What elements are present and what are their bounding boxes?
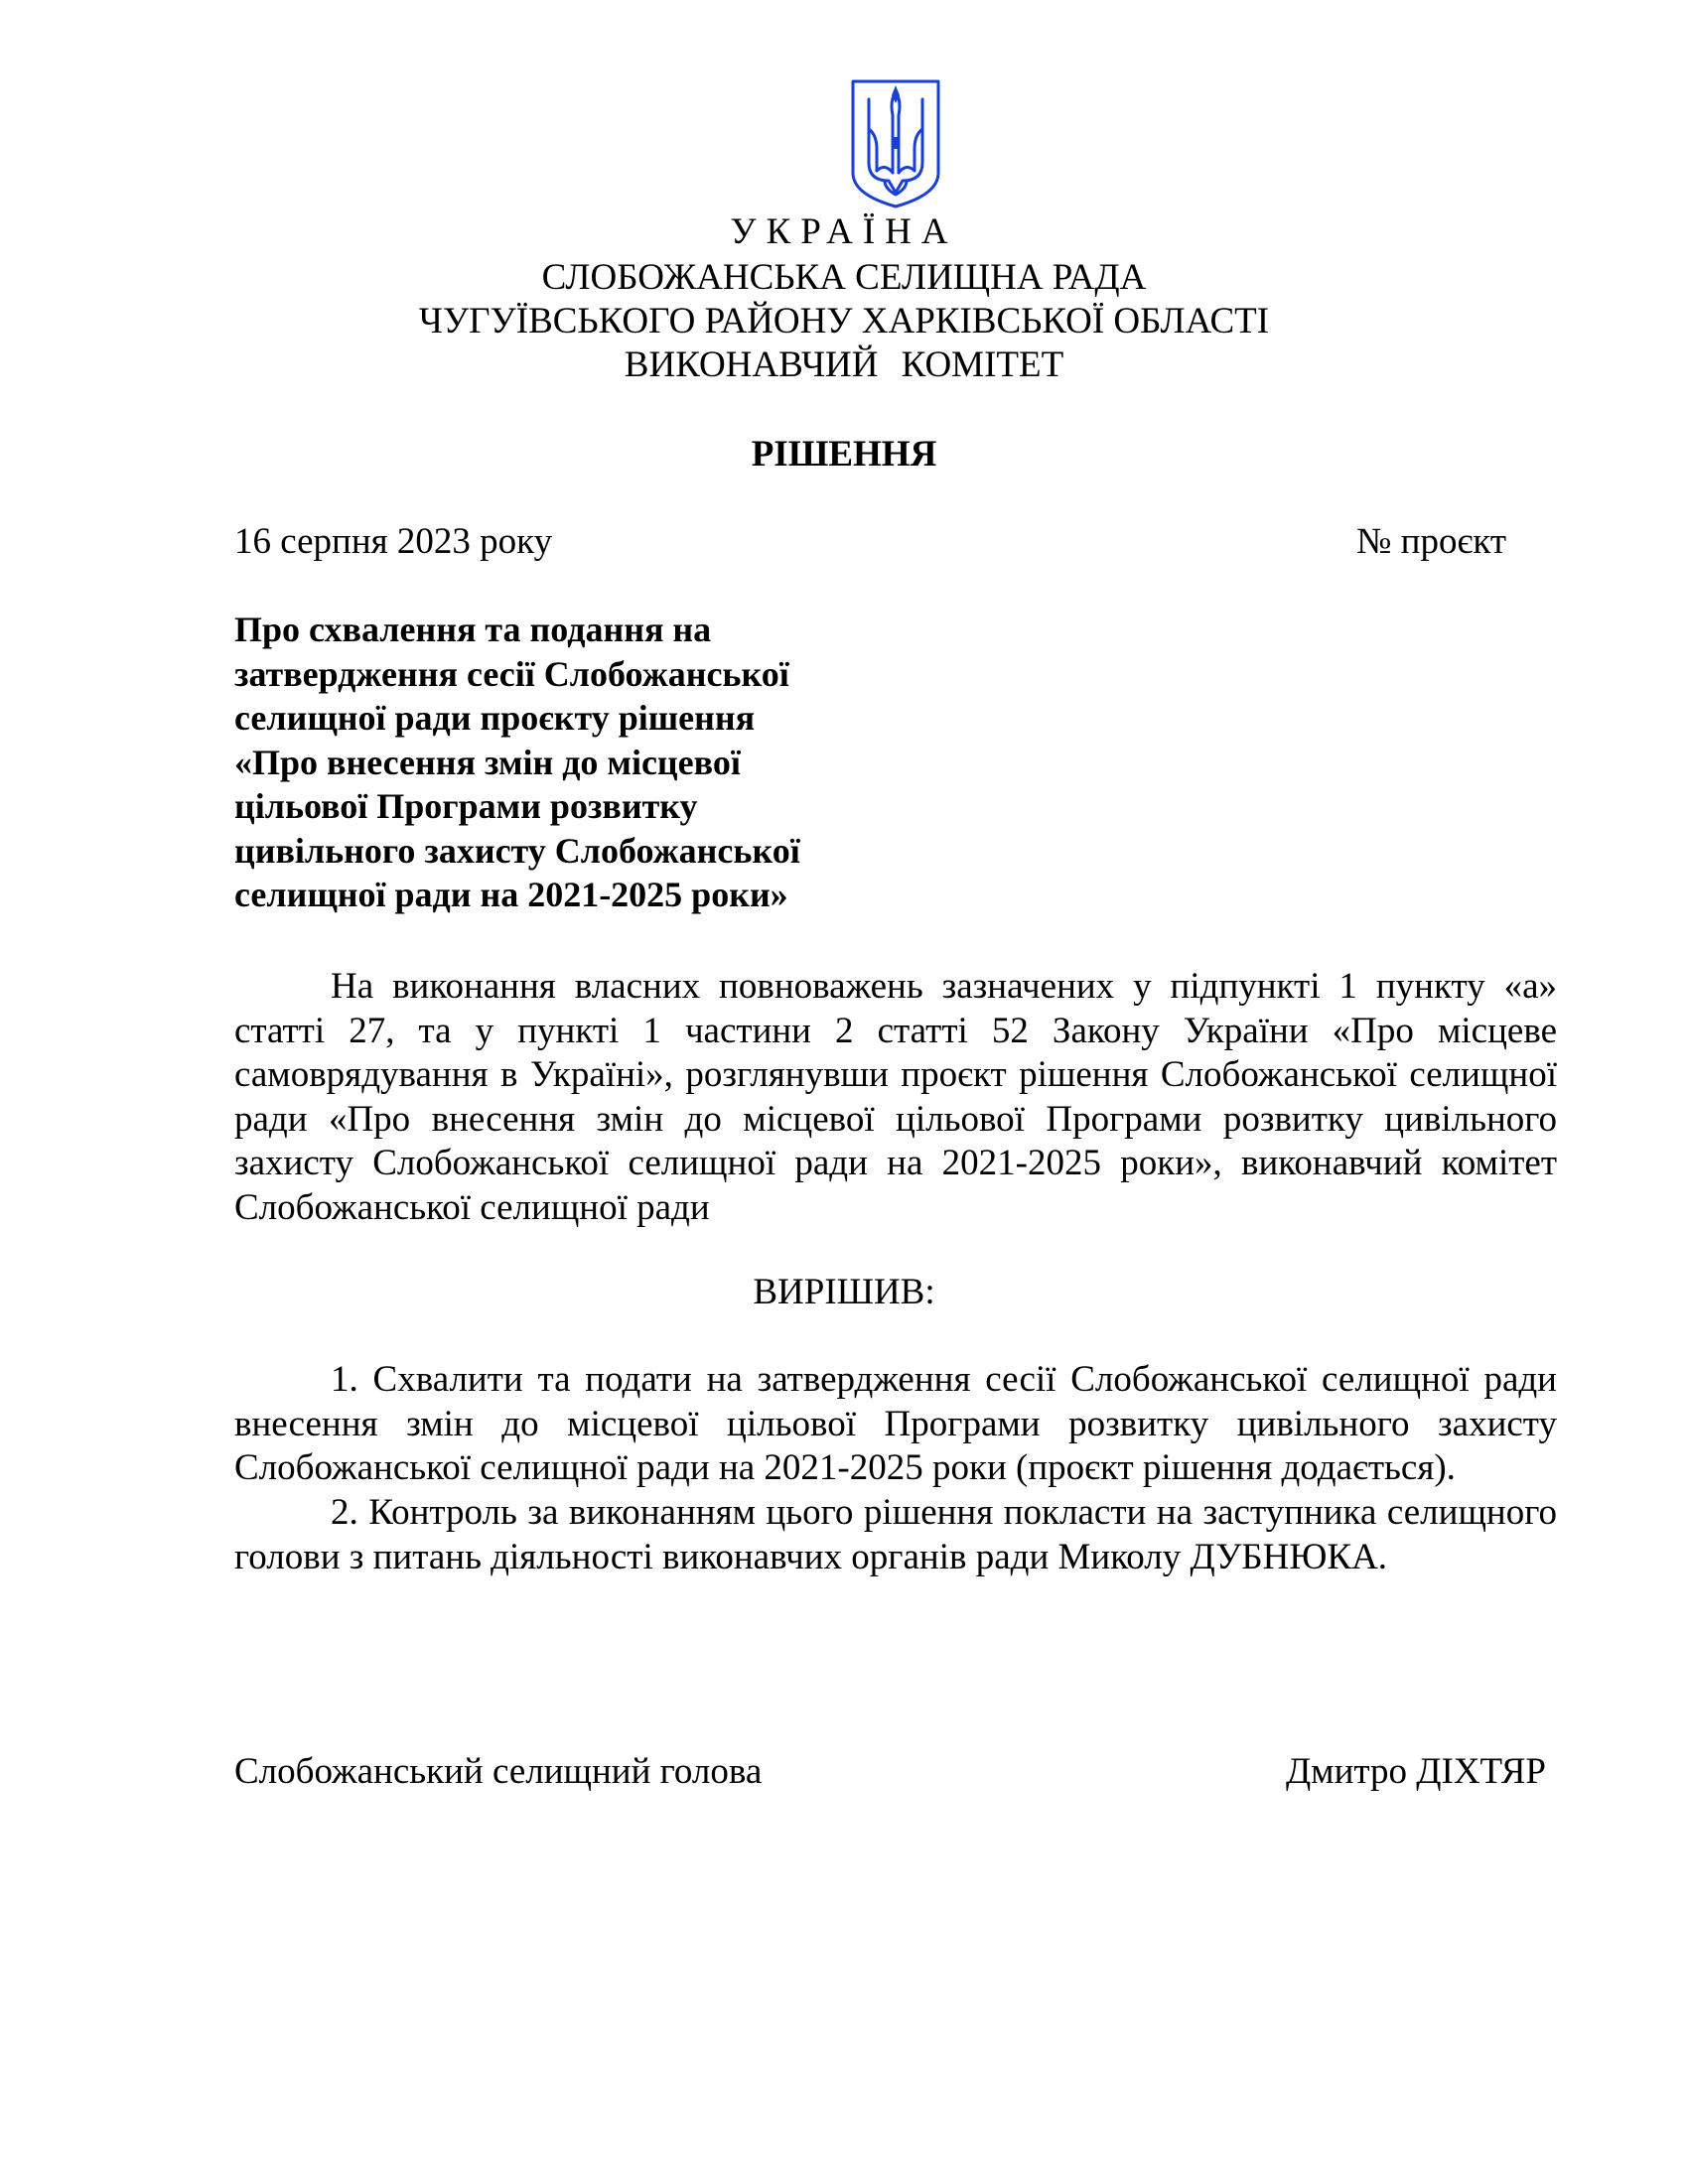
header-committee: ВИКОНАВЧИЙ КОМІТЕТ: [624, 344, 1064, 385]
decision-item: 1. Схвалити та подати на затвердження сесії Слобожанської селищної ради внесення змін до місцевої цільової Програми розвитку цивільного захисту Слобожанської селищної ради на 2021-2025 роки (проєкт рішення додається).: [234, 1359, 1557, 1488]
document-subject: Про схвалення та подання на затвердження сесії Слобожанської селищної ради проєкту рішення «Про внесення змін до місцевої цільової Програми розвитку цивільного захисту Слобожанської селищної ради на 2021-2025 роки»: [234, 610, 800, 914]
coat-of-arms-trident-icon: [849, 77, 942, 210]
decided-heading: ВИРІШИВ:: [753, 1272, 935, 1312]
signatory-name: Дмитро ДІХТЯР: [1285, 1751, 1546, 1792]
header-council: СЛОБОЖАНСЬКА СЕЛИЩНА РАДА: [541, 257, 1147, 298]
document-number: № проєкт: [1356, 521, 1506, 562]
preamble-paragraph: На виконання власних повноважень зазначених у підпункті 1 пункту «а» статті 27, та у пункті 1 частини 2 статті 52 Закону України «Про місцеве самоврядування в Україні», розглянувши проєкт рішення Слобожанської селищної ради «Про внесення змін до місцевої цільової Програми розвитку цивільного захисту Слобожанської селищної ради на 2021-2025 роки», виконавчий комітет Слобожанської селищної ради: [234, 966, 1557, 1228]
signatory-title: Слобожанський селищний голова: [234, 1751, 763, 1792]
document-date: 16 серпня 2023 року: [234, 521, 553, 562]
header-country: УКРАЇНА: [730, 211, 958, 252]
header-district: ЧУГУЇВСЬКОГО РАЙОНУ ХАРКІВСЬКОЇ ОБЛАСТІ: [418, 301, 1270, 341]
document-type: РІШЕННЯ: [751, 434, 937, 475]
decision-item: 2. Контроль за виконанням цього рішення покласти на заступника селищного голови з питань діяльності виконавчих органів ради Миколу ДУБНЮКА.: [234, 1492, 1557, 1577]
